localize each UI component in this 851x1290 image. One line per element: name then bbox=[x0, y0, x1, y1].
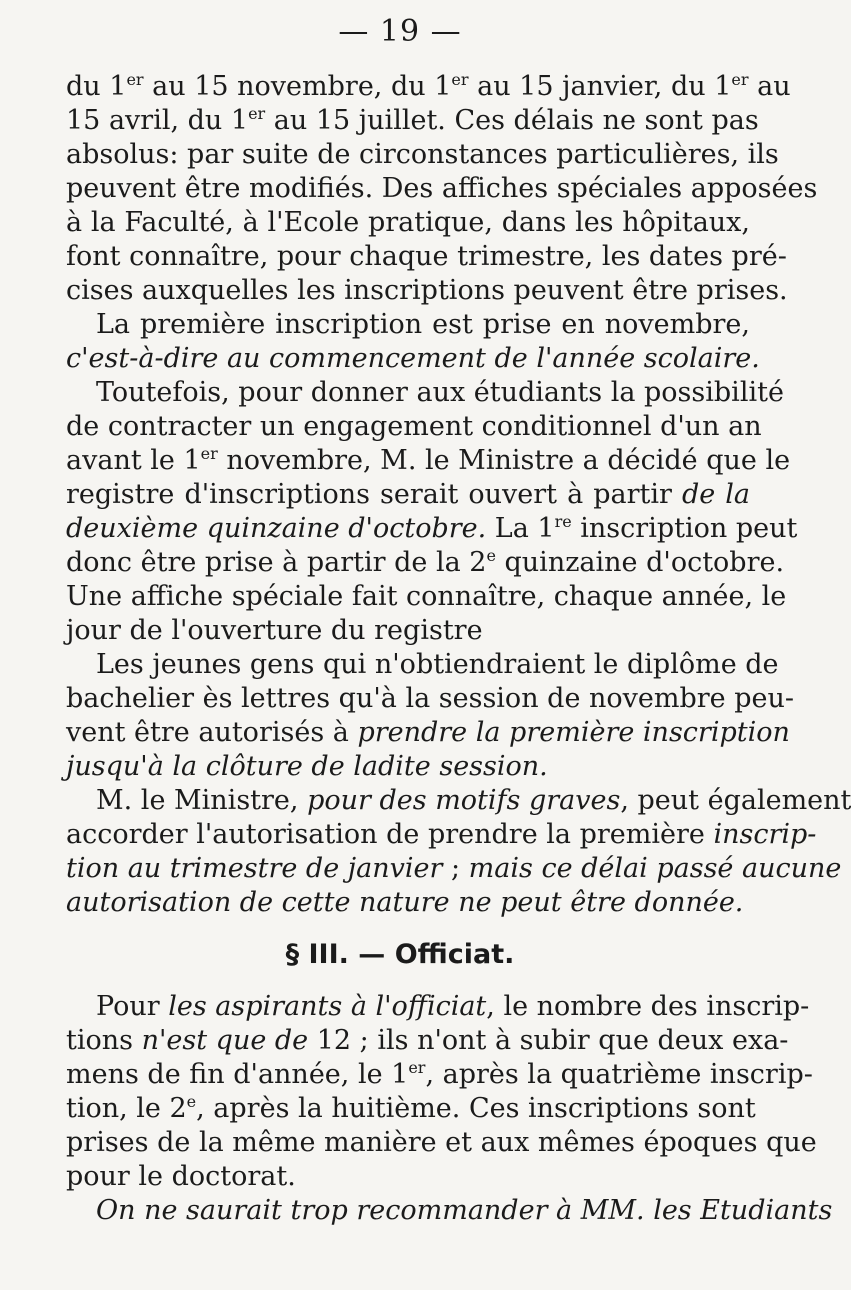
text-line: jour de l'ouverture du registre bbox=[66, 615, 483, 646]
text-fragment: n'est que de bbox=[141, 1025, 309, 1056]
text-line bbox=[96, 784, 851, 818]
superscript: er bbox=[126, 70, 144, 89]
superscript: er bbox=[248, 104, 266, 123]
text-fragment: tion au trimestre de janvier bbox=[66, 853, 443, 884]
superscript: er bbox=[731, 70, 749, 89]
text-line bbox=[66, 546, 785, 580]
text-fragment: mais ce délai passé aucune bbox=[468, 853, 842, 884]
text-line: La première inscription est prise en novembre, bbox=[96, 309, 750, 340]
text-fragment: vent être autorisés à bbox=[66, 717, 358, 748]
text-fragment: registre d'inscriptions serait ouvert à partir bbox=[66, 479, 682, 510]
text-line: font connaître, pour chaque trimestre, les dates pré- bbox=[66, 241, 787, 272]
text-line bbox=[66, 852, 842, 886]
text-fragment: Pour bbox=[96, 991, 169, 1022]
text-fragment: mens de fin d'année, le 1 bbox=[66, 1059, 409, 1090]
text-fragment: les aspirants à l'officiat bbox=[168, 991, 487, 1022]
text-line bbox=[66, 1024, 789, 1058]
text-fragment: avant le 1 bbox=[66, 445, 201, 476]
text-line: c'est-à-dire au commencement de l'année scolaire. bbox=[66, 343, 760, 374]
text-line: jusqu'à la clôture de ladite session. bbox=[66, 751, 548, 782]
text-line: à la Faculté, à l'Ecole pratique, dans les hôpitaux, bbox=[66, 207, 750, 238]
text-fragment: , après la quatrième inscrip- bbox=[425, 1059, 813, 1090]
text-fragment: inscrip- bbox=[713, 819, 817, 850]
text-fragment: au bbox=[748, 71, 791, 102]
text-line bbox=[66, 512, 798, 546]
text-line bbox=[66, 818, 817, 852]
text-fragment: , peut également bbox=[620, 785, 851, 816]
text-line: Une affiche spéciale fait connaître, chaque année, le bbox=[66, 581, 787, 612]
text-fragment: 12 ; ils n'ont à subir que deux exa- bbox=[308, 1025, 789, 1056]
text-line: On ne saurait trop recommander à MM. les Etudiants bbox=[96, 1195, 833, 1226]
text-line bbox=[66, 70, 791, 104]
text-fragment: de la bbox=[681, 479, 750, 510]
text-line: pour le doctorat. bbox=[66, 1161, 296, 1192]
page-number: — 19 — bbox=[338, 14, 462, 49]
text-line bbox=[66, 444, 791, 478]
text-fragment: novembre, M. le Ministre a décidé que le bbox=[217, 445, 791, 476]
text-fragment: au 15 novembre, du 1 bbox=[143, 71, 452, 102]
text-fragment: donc être prise à partir de la 2 bbox=[66, 547, 487, 578]
text-line: prises de la même manière et aux mêmes époques que bbox=[66, 1127, 817, 1158]
text-line bbox=[66, 104, 759, 138]
text-line: bachelier ès lettres qu'à la session de novembre peu- bbox=[66, 683, 795, 714]
text-line: absolus: par suite de circonstances particulières, ils bbox=[66, 139, 779, 170]
text-fragment: pour des motifs graves bbox=[307, 785, 621, 816]
text-fragment: ; bbox=[442, 853, 469, 884]
superscript: er bbox=[408, 1058, 426, 1077]
text-fragment: , après la huitième. Ces inscriptions sont bbox=[196, 1093, 756, 1124]
text-fragment: deuxième quinzaine d'octobre. bbox=[66, 513, 487, 544]
text-line bbox=[66, 716, 790, 750]
text-fragment: M. le Ministre, bbox=[96, 785, 308, 816]
superscript: er bbox=[451, 70, 469, 89]
text-line bbox=[96, 990, 810, 1024]
text-line bbox=[66, 1092, 756, 1126]
text-fragment: 15 avril, du 1 bbox=[66, 105, 249, 136]
text-fragment: quinzaine d'octobre. bbox=[495, 547, 785, 578]
text-line: autorisation de cette nature ne peut être donnée. bbox=[66, 887, 744, 918]
text-fragment: , le nombre des inscrip- bbox=[486, 991, 810, 1022]
text-fragment: au 15 juillet. Ces délais ne sont pas bbox=[265, 105, 759, 136]
text-line bbox=[66, 1058, 813, 1092]
text-fragment: inscription peut bbox=[571, 513, 798, 544]
text-fragment: tion, le 2 bbox=[66, 1093, 187, 1124]
text-fragment: prendre la première inscription bbox=[357, 717, 790, 748]
section-heading: § III. — Officiat. bbox=[285, 939, 515, 970]
text-line: de contracter un engagement conditionnel d'un an bbox=[66, 411, 762, 442]
text-fragment: La 1 bbox=[486, 513, 555, 544]
superscript: e bbox=[186, 1092, 197, 1111]
text-fragment: accorder l'autorisation de prendre la première bbox=[66, 819, 714, 850]
superscript: re bbox=[554, 512, 572, 531]
text-line: Toutefois, pour donner aux étudiants la possibilité bbox=[96, 377, 784, 408]
text-line bbox=[66, 478, 750, 512]
text-fragment: tions bbox=[66, 1025, 142, 1056]
text-line: peuvent être modifiés. Des affiches spéciales apposées bbox=[66, 173, 818, 204]
text-line: Les jeunes gens qui n'obtiendraient le diplôme de bbox=[96, 649, 779, 680]
text-fragment: au 15 janvier, du 1 bbox=[468, 71, 732, 102]
superscript: er bbox=[200, 444, 218, 463]
superscript: e bbox=[486, 546, 496, 565]
text-line: cises auxquelles les inscriptions peuvent être prises. bbox=[66, 275, 788, 306]
text-fragment: du 1 bbox=[66, 71, 127, 102]
